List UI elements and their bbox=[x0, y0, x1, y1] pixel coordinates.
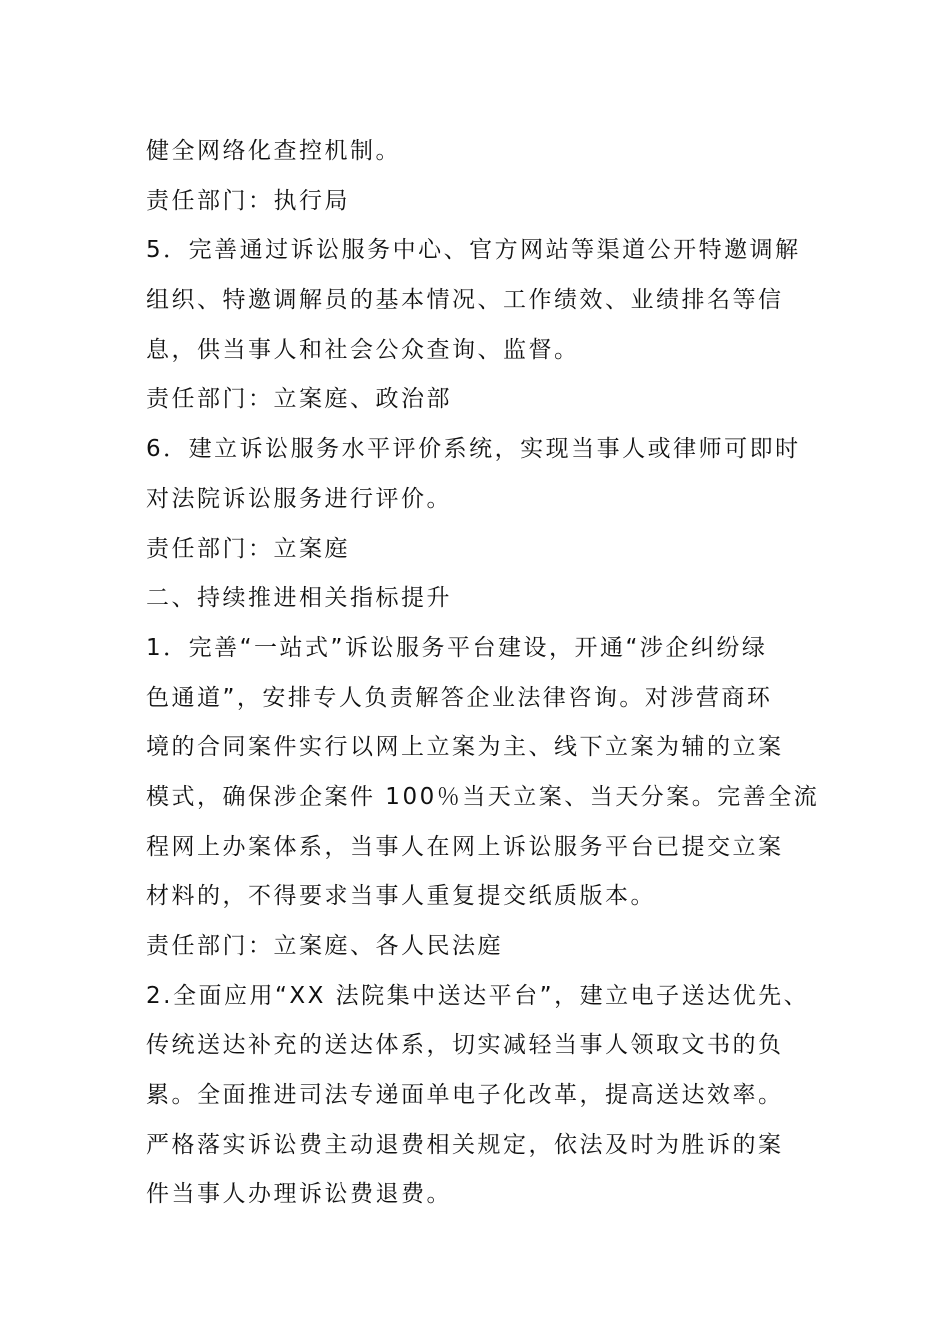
text-line: 境的合同案件实行以网上立案为主、线下立案为辅的立案 bbox=[146, 734, 784, 761]
text-line: 材料的，不得要求当事人重复提交纸质版本。 bbox=[146, 883, 656, 910]
text-line: 责任部门：立案庭 bbox=[146, 535, 350, 562]
text-line: 模式，确保涉企案件 100％当天立案、当天分案。完善全流 bbox=[146, 783, 820, 810]
text-line: 2.全面应用“XX 法院集中送达平台”，建立电子送达优先、 bbox=[146, 982, 810, 1009]
text-line: 责任部门：执行局 bbox=[146, 187, 350, 214]
text-line: 健全网络化查控机制。 bbox=[146, 138, 401, 164]
text-line: 责任部门：立案庭、各人民法庭 bbox=[146, 933, 503, 959]
text-line: 累。全面推进司法专递面单电子化改革，提高送达效率。 bbox=[146, 1082, 784, 1109]
text-line: 6．建立诉讼服务水平评价系统，实现当事人或律师可即时 bbox=[146, 436, 801, 463]
section-heading: 二、持续推进相关指标提升 bbox=[146, 585, 452, 612]
text-line: 严格落实诉讼费主动退费相关规定，依法及时为胜诉的案 bbox=[146, 1131, 784, 1158]
document-body bbox=[146, 127, 846, 1220]
text-line: 1．完善“一站式”诉讼服务平台建设，开通“涉企纠纷绿 bbox=[146, 634, 768, 661]
text-line: 传统送达补充的送达体系，切实减轻当事人领取文书的负 bbox=[146, 1032, 784, 1059]
text-line: 对法院诉讼服务进行评价。 bbox=[146, 485, 452, 512]
text-line: 件当事人办理诉讼费退费。 bbox=[146, 1181, 452, 1208]
text-line: 组织、特邀调解员的基本情况、工作绩效、业绩排名等信 bbox=[146, 287, 784, 314]
text-line: 息，供当事人和社会公众查询、监督。 bbox=[146, 336, 580, 363]
text-line: 责任部门：立案庭、政治部 bbox=[146, 386, 452, 413]
text-line: 5．完善通过诉讼服务中心、官方网站等渠道公开特邀调解 bbox=[146, 237, 801, 264]
text-line: 程网上办案体系，当事人在网上诉讼服务平台已提交立案 bbox=[146, 833, 784, 860]
text-line: 色通道”，安排专人负责解答企业法律咨询。对涉营商环 bbox=[146, 684, 773, 711]
